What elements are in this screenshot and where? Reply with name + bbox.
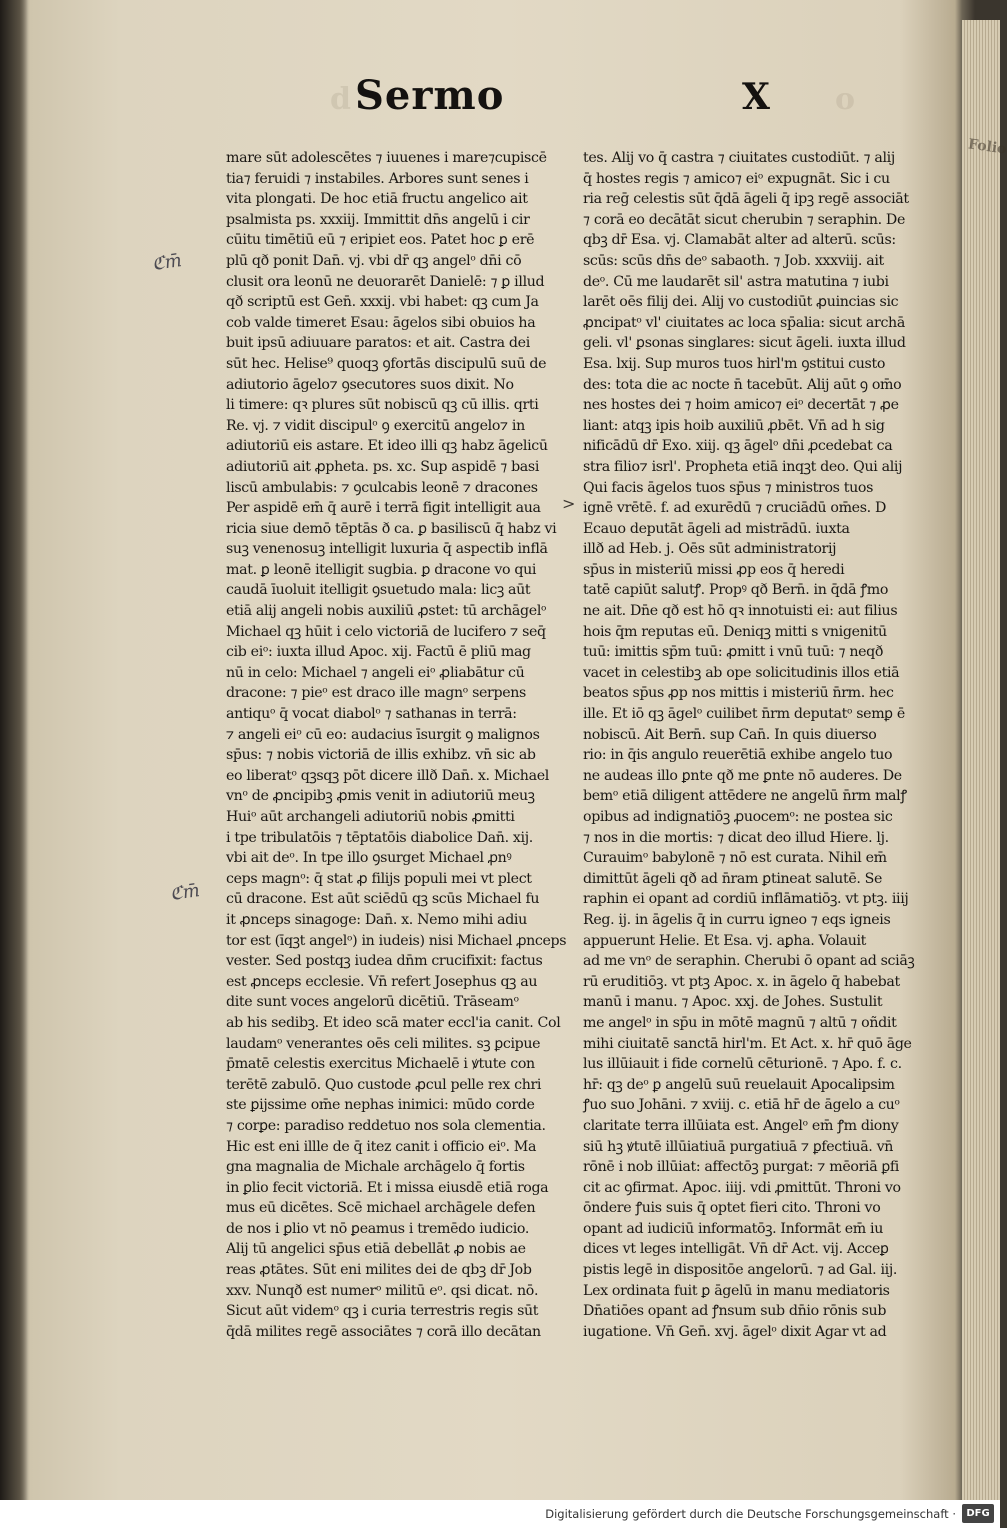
text-line: ⁊ nos in die mortis: ⁊ dicat deo illud Hiere. lj. <box>583 829 889 846</box>
fore-edge-text: Folio <box>967 136 1007 158</box>
text-line: appuerunt Helie. Et Esa. vj. aꝑha. Volauit <box>583 932 867 949</box>
text-line: sūt hec. Helise⁹ quoqꝫ ꝯfortās discipulū suū de <box>226 355 547 372</box>
text-line: ꝓncipatᵒ vl' ciuitates ac loca sp̄alia: sicut archā <box>583 314 905 331</box>
text-line: Esa. lxij. Sup muros tuos hirl'm ꝯstitui custo <box>583 355 886 372</box>
text-line: nificādū dr̄ Exo. xiij. qꝫ āgelᵒ dn̄i ꝓcedebat ca <box>583 438 893 455</box>
text-line: qð scriptū est Gen̄. xxxij. vbi habet: qꝫ cum Ja <box>226 294 539 311</box>
text-line: gna magnalia de Michale archāgelo q̄ fortis <box>226 1159 525 1176</box>
dfg-logo: DFG <box>962 1504 994 1523</box>
text-line: liant: atqꝫ ipis hoib auxiliū ꝓbēt. Vn̄ ad h sig <box>583 417 885 434</box>
marginal-note: ℭm̄ <box>150 250 184 275</box>
text-line: antiquᵒ q̄ vocat diabolᵒ ⁊ sathanas in terrā: <box>226 706 517 723</box>
text-line: stra filio⁊ isrl'. Propheta etiā inqꝫt deo. Qui alij <box>583 458 903 475</box>
text-line: qbꝫ dr̄ Esa. vj. Clamabāt alter ad alterū. scūs: <box>583 232 896 249</box>
text-line: hois q̄m reputas eū. Deniqꝫ mitti s vnigenitū <box>583 623 887 640</box>
text-line: dite sunt voces angelorū dicētiū. Trāseamᵒ <box>226 994 519 1011</box>
text-line: hr̄: qꝫ deᵒ ꝑ angelū suū reuelauit Apocalipsim <box>583 1076 895 1093</box>
text-line: Sicut aūt videmᵒ qꝫ i curia terrestris regis sūt <box>226 1303 539 1320</box>
text-line: dimittūt āgeli qð ad n̄ram ꝑtineat salutē. Se <box>583 870 883 887</box>
text-line: plū qð ponit Dan̄. vj. vbi dr̄ qꝫ angelᵒ dn̄i cō <box>226 252 522 269</box>
text-line: mus eū dicētes. Scē michael archāgele defen <box>226 1200 536 1217</box>
text-line: Re. vj. ⁊ vidit discipulᵒ ꝯ exercitū angelo⁊ in <box>226 417 525 434</box>
show-through-text: o <box>835 82 856 117</box>
text-line: ꝭuo suo Johāni. ⁊ xviij. c. etiā hr̄ de āgelo a cuᵒ <box>583 1097 900 1114</box>
text-line: Alij tū angelici sp̄us etiā debellāt ꝓ nobis ae <box>226 1241 526 1258</box>
text-line: Hic est eni illle de q̄ itez canit i officio eiᵒ. Ma <box>226 1138 537 1155</box>
text-column-right <box>583 148 913 1342</box>
text-line: eo liberatᵒ qꝫsqꝫ pōt dicere illð Dan̄. x. Michael <box>226 767 549 784</box>
text-line: Dn̄atiōes opant ad ꝭnsum sub dn̄io rōnis sub <box>583 1303 887 1320</box>
text-line: Michael qꝫ hūit i celo victoriā de lucifero ⁊ seq̄ <box>226 623 546 640</box>
text-line: Ecauo deputāt āgeli ad mistrādū. iuxta <box>583 520 850 537</box>
text-line: vbi ait deᵒ. In tpe illo ꝯsurget Michael ꝓnꝰ <box>226 850 512 867</box>
text-line: dices vt leges intelligāt. Vn̄ dr̄ Act. vij. Acceꝑ <box>583 1241 889 1258</box>
text-line: est ꝓnceps ecclesie. Vn̄ refert Josephus qꝫ au <box>226 973 538 990</box>
text-line: suꝫ venenosuꝫ intelligit luxuria q̄ aspectib inflā <box>226 541 548 558</box>
text-line: rū eruditiōꝫ. vt ptꝫ Apoc. x. in āgelo q̄ habebat <box>583 973 900 990</box>
text-line: nobiscū. Ait Bern̄. sup Can̄. In quis diuerso <box>583 726 877 743</box>
text-line: nū in celo: Michael ⁊ angeli eiᵒ ꝓliabātur cū <box>226 664 525 681</box>
text-line: ad me vnᵒ de seraphin. Cherubi ō opant ad sciāꝫ <box>583 953 915 970</box>
text-line: q̄ hostes regis ⁊ amico⁊ eiᵒ expugnāt. Sic i cu <box>583 170 890 187</box>
text-line: iugatione. Vn̄ Gen̄. xvj. āgelᵒ dixit Agar vt ad <box>583 1323 887 1340</box>
text-line: ste ꝑijssime om̄e nephas inimici: mūdo corde <box>226 1097 535 1114</box>
text-line: in ꝑlio fecit victoriā. Et i missa eiusdē etiā roga <box>226 1179 549 1196</box>
text-line: ille. Et iō qꝫ āgelᵒ cuilibet n̄rm deputatᵒ semꝑ ē <box>583 706 905 723</box>
text-line: Curauimᵒ babylonē ⁊ nō est curata. Nihil em̄ <box>583 850 887 867</box>
text-line: vita plongati. De hoc etiā fructu angelico ait <box>226 191 528 208</box>
text-line: ne ait. Dn̄e qð est hō qꝛ innotuisti ei: aut filius <box>583 603 898 620</box>
text-line: nes hostes dei ⁊ hoim amico⁊ eiᵒ decertāt ⁊ ꝓe <box>583 397 899 414</box>
text-line: rio: in q̄is angulo reuerētiā exhibe angelo tuo <box>583 747 893 764</box>
text-line: tatē capiūt salutꝭ. Propꝰ qð Bern̄. in q̄dā ꝭmo <box>583 582 889 599</box>
text-line: deᵒ. Cū me laudarēt sil' astra matutina ⁊ iubi <box>583 273 889 290</box>
text-line: p̄matē celestis exercitus Michaelē i ꝟtute con <box>226 1056 535 1073</box>
text-line: ⁊ corā eo decātāt sicut cherubin ⁊ seraphin. De <box>583 211 905 228</box>
text-line: cob valde timeret Esau: āgelos sibi obuios ha <box>226 314 536 331</box>
text-line: ria reḡ celestis sūt q̄dā āgeli q̄ ipꝫ regē associāt <box>583 191 909 208</box>
text-line: Reg. ij. in āgelis q̄ in curru igneo ⁊ eqs igneis <box>583 911 891 928</box>
text-line: rōnē i nob illūiat: affectōꝫ purgat: ⁊ mēoriā ꝑfi <box>583 1159 899 1176</box>
text-line: adiutoriū eis astare. Et ideo illi qꝫ habz āgelicū <box>226 438 548 455</box>
text-line: dracone: ⁊ pieᵒ est draco ille magnᵒ serpens <box>226 685 526 702</box>
text-line: ab his sedibꝫ. Et ideo scā mater eccl'ia canit. Col <box>226 1014 561 1031</box>
text-line: Lex ordinata fuit ꝑ āgelū in manu mediatoris <box>583 1282 890 1299</box>
text-line: ricia siue demō tēptās ð ca. ꝑ basiliscū q̄ habz vi <box>226 520 557 537</box>
text-line: i tpe tribulatōis ⁊ tēptatōis diabolice Dan̄. xij. <box>226 829 533 846</box>
text-line: cib eiᵒ: iuxta illud Apoc. xij. Factū ē pliū mag <box>226 644 531 661</box>
text-line: ⁊ angeli eiᵒ cū eo: audacius īsurgit ꝯ malignos <box>226 726 540 743</box>
text-line: laudamᵒ venerantes oēs celi milites. sꝫ ꝑcipue <box>226 1035 541 1052</box>
text-line: des: tota die ac nocte n̄ tacebūt. Alij aūt ꝯ om̄o <box>583 376 902 393</box>
text-line: ceps magnᵒ: q̄ stat ꝓ filijs populi mei vt plect <box>226 870 532 887</box>
text-line: sp̄us in misteriū missi ꝓp eos q̄ heredi <box>583 561 845 578</box>
text-line: pistis legē in dispositōe angelorū. ⁊ ad Gal. iij. <box>583 1262 898 1279</box>
text-column-left <box>226 148 567 1342</box>
text-line: illð ad Heb. j. Oēs sūt administratorij <box>583 541 837 558</box>
text-line: ne audeas illo ꝑnte qð me ꝑnte nō auderes. De <box>583 767 902 784</box>
marginal-note: ℭm̄ <box>168 880 202 905</box>
text-line: reas ꝓtātes. Sūt eni milites dei de qbꝫ dr̄ Job <box>226 1262 532 1279</box>
text-line: ⁊ corꝑe: paradiso reddetuo nos sola clementia. <box>226 1117 546 1134</box>
text-line: mat. ꝑ leonē itelligit sugbia. ꝑ dracone vo qui <box>226 561 537 578</box>
footer-credit: Digitalisierung gefördert durch die Deutsche Forschungsgemeinschaft · <box>545 1507 956 1521</box>
show-through-text: d <box>330 82 351 117</box>
text-line: ōndere ꝭuis suis q̄ optet fieri cito. Throni vo <box>583 1200 881 1217</box>
text-line: liscū ambulabis: ⁊ ꝯculcabis leonē ⁊ dracones <box>226 479 538 496</box>
text-line: mihi ciuitatē sanctā hirl'm. Et Act. x. hr̄ quō āge <box>583 1035 912 1052</box>
text-line: claritate terra illūiata est. Angelᵒ em̄ ꝭm diony <box>583 1117 899 1134</box>
text-line: larēt oēs filij dei. Alij vo custodiūt ꝓuincias sic <box>583 294 899 311</box>
margin-mark: > <box>562 494 576 513</box>
text-line: tor est (īqꝫt angelᵒ) in iudeis) nisi Michael ꝓnceps <box>226 932 567 949</box>
page-fore-edge <box>962 20 1007 1500</box>
text-line: vester. Sed postqꝫ iudea dn̄m crucifixit: factus <box>226 953 543 970</box>
text-line: raphin ei opant ad cordiū inflāmatiōꝫ. vt ptꝫ. iiij <box>583 891 909 908</box>
text-line: de nos i ꝑlio vt nō ꝑeamus i tremēdo iudicio. <box>226 1220 530 1237</box>
text-line: q̄dā milites regē associātes ⁊ corā illo decātan <box>226 1323 541 1340</box>
text-line: cū dracone. Est aūt sciēdū qꝫ scūs Michael fu <box>226 891 540 908</box>
text-line: Per aspidē em̄ q̄ aurē i terrā figit intelligit aua <box>226 500 541 517</box>
text-line: bemᵒ etiā diligent attēdere ne angelū n̄rm malꝭ <box>583 788 907 805</box>
text-line: clusit ora leonū ne deuorarēt Danielē: ⁊ ꝑ illud <box>226 273 545 290</box>
text-line: geli. vl' ꝑsonas singlares: sicut āgeli. iuxta illud <box>583 335 906 352</box>
text-line: ignē vrētē. f. ad exurēdū ⁊ cruciādū om̄es. D <box>583 500 886 517</box>
folio-number: X <box>742 76 770 118</box>
text-line: manū i manu. ⁊ Apoc. xxj. de Johes. Sustulit <box>583 994 883 1011</box>
text-line: psalmista ps. xxxiij. Immittit dn̄s angelū i cir <box>226 211 530 228</box>
running-head: Sermo <box>355 72 505 119</box>
text-line: tes. Alij vo q̄ castra ⁊ ciuitates custodiūt. ⁊ alij <box>583 150 895 166</box>
text-line: tia⁊ feruidi ⁊ instabiles. Arbores sunt senes i <box>226 170 529 187</box>
text-line: me angelᵒ in sp̄u in mōtē magnū ⁊ altū ⁊ oñdit <box>583 1014 897 1031</box>
text-line: tuū: imittis sp̄m tuū: ꝓmitt i vnū tuū: ⁊ neqð <box>583 644 884 661</box>
text-line: scūs: scūs dn̄s deᵒ sabaoth. ⁊ Job. xxxviij. ait <box>583 252 884 269</box>
text-line: siū hꝫ ꝟtutē illūiatiuā purgatiuā ⁊ ꝑfectiuā. vn̄ <box>583 1138 894 1155</box>
text-line: lus illūiauit i fide cornelū cēturionē. ⁊ Apo. f. c. <box>583 1056 902 1073</box>
text-line: adiutoriū ait ꝓpheta. ps. xc. Sup aspidē ⁊ basi <box>226 458 540 475</box>
text-line: xxv. Nunqð est numerᵒ militū eᵒ. qsi dicat. nō. <box>226 1282 539 1299</box>
text-line: vnᵒ de ꝓncipibꝫ ꝓmis venit in adiutoriū meuꝫ <box>226 788 535 805</box>
text-line: opibus ad indignatiōꝫ ꝓuocemᵒ: ne postea sic <box>583 809 893 825</box>
text-line: Qui facis āgelos tuos sp̄us ⁊ ministros tuos <box>583 479 874 496</box>
text-line: cūitu timētiū eū ⁊ eripiet eos. Patet hoc ꝑ erē <box>226 232 535 249</box>
text-line: adiutorio āgelo⁊ ꝯsecutores suos dixit. No <box>226 376 514 393</box>
text-line: terētē zabulō. Quo custode ꝓcul pelle rex chri <box>226 1076 542 1093</box>
binding-shadow <box>0 0 28 1500</box>
text-line: caudā īuoluit itelligit ꝯsuetudo mala: licꝫ aūt <box>226 582 531 599</box>
text-line: it ꝓnceps sinagoge: Dan̄. x. Nemo mihi adiu <box>226 911 527 928</box>
text-line: Huiᵒ aūt archangeli adiutoriū nobis ꝓmitti <box>226 809 515 825</box>
text-line: cit ac ꝯfirmat. Apoc. iiij. vdi ꝓmittūt. Throni vo <box>583 1179 901 1196</box>
text-line: opant ad iudiciū informatōꝫ. Informāt em̄ iu <box>583 1220 884 1237</box>
text-line: sp̄us: ⁊ nobis victoriā de illis exhibz. vn̄ sic ab <box>226 747 536 764</box>
text-line: vacet in celestibꝫ ab ope solicitudinis illos etiā <box>583 664 900 681</box>
footer-bar <box>0 1500 1000 1528</box>
text-line: buit ipsū adiuuare paratos: et ait. Castra dei <box>226 335 530 352</box>
text-line: etiā alij angeli nobis auxiliū ꝓstet: tū archāgelᵒ <box>226 603 547 620</box>
text-line: li timere: qꝛ plures sūt nobiscū qꝫ cū illis. qrti <box>226 397 539 414</box>
text-line: mare sūt adolescētes ⁊ iuuenes i mare⁊cupiscē <box>226 150 547 166</box>
text-line: beatos sp̄us ꝓp nos mittis i misteriū n̄rm. hec <box>583 685 894 702</box>
